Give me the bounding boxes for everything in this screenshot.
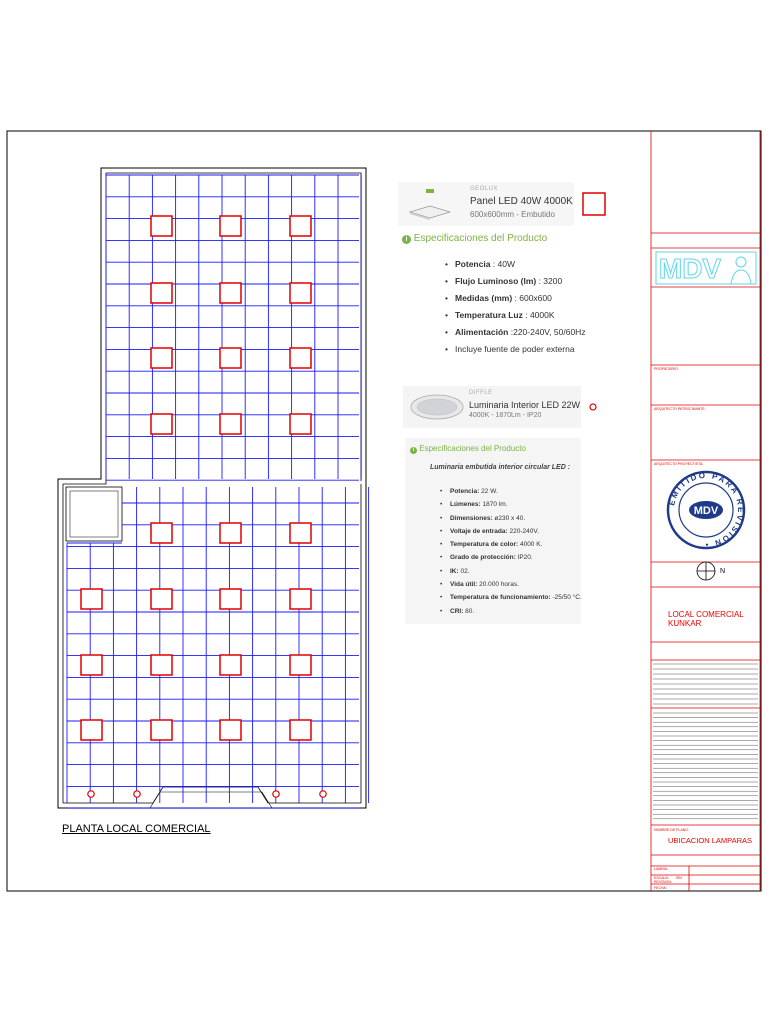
luminaria-spec-value: 80. (463, 607, 475, 615)
tb-scale-value: SIN (676, 876, 682, 880)
north-label: N (720, 568, 726, 575)
panel-spec-list (445, 256, 586, 358)
svg-text:EMITIDO PARA REVISION •: EMITIDO PARA REVISION • (667, 470, 746, 550)
panel-fixture (290, 283, 311, 303)
luminaria-spec-item (440, 538, 582, 551)
panel-fixture (151, 216, 172, 236)
panel-led-image (404, 186, 456, 222)
panel-spec-item (445, 256, 586, 273)
luminaria-spec-value: 22 W. (479, 488, 498, 495)
panel-spec-label: Temperatura Luz (455, 310, 523, 320)
panel-spec-item (445, 273, 586, 290)
round-fixture (88, 791, 94, 797)
tb-architect-label: ARQUITECTO PATROCINANTE: (654, 407, 706, 411)
luminaria-spec-item (440, 578, 582, 591)
panel-spec-value: : 4000K (522, 310, 555, 320)
luminaria-brand: DIFFLE (469, 390, 493, 396)
luminaria-spec-list (440, 485, 582, 618)
luminaria-spec-label: Dimensiones: (450, 514, 493, 522)
drawing-name: UBICACION LAMPARAS (668, 836, 753, 845)
panel-spec-item (445, 307, 586, 324)
tb-designer-label: ARQUITECTO PROYECTISTA: (654, 462, 704, 466)
tb-scale-label: ESCALA: (654, 876, 669, 880)
building-outline (58, 168, 366, 808)
luminaria-intro: Luminaria embutida interior circular LED : (430, 464, 571, 471)
svg-text:MDV: MDV (693, 505, 719, 517)
panel-fixture (81, 589, 102, 609)
panel-spec-label: Medidas (mm) (455, 293, 513, 303)
round-fixture (273, 791, 279, 797)
luminaria-spec-item (440, 512, 582, 525)
panel-fixture (151, 283, 172, 303)
luminaria-name: Luminaria Interior LED 22W (469, 400, 581, 410)
panel-fixture (220, 655, 241, 675)
panel-fixture (151, 414, 172, 434)
tb-owner-label: PROPIETARIO: (654, 367, 679, 371)
panel-spec-value: : 3200 (536, 276, 563, 286)
luminaria-spec-item (440, 485, 582, 498)
mdv-logo (656, 252, 756, 284)
panel-spec-item (445, 324, 586, 341)
tb-date-label: FECHA: (654, 886, 667, 890)
luminaria-spec-item (440, 551, 582, 564)
luminaria-size: 4000K - 1870Lm - IP20 (469, 412, 542, 419)
luminaria-spec-label: Voltaje de entrada: (450, 527, 508, 535)
luminaria-spec-item (440, 605, 582, 618)
luminaria-spec-value: 20.000 horas. (477, 581, 519, 589)
luminaria-spec-value: ø230 x 40. (492, 514, 526, 522)
svg-text:MDV: MDV (658, 253, 722, 284)
project-name-2: KUNKAR (668, 619, 702, 628)
luminaria-spec-item (440, 525, 582, 538)
panel-spec-value: :220-240V, 50/60Hz (508, 327, 586, 337)
tb-sheet-label: LAMINA: (654, 867, 669, 871)
luminaria-spec-value: 220-240V. (507, 527, 539, 535)
panel-fixture (290, 655, 311, 675)
review-stamp (667, 471, 745, 549)
tb-drawing-label: NOMBRE DE PLANO: (654, 828, 690, 832)
panel-spec-item (445, 290, 586, 307)
panel-fixture (290, 216, 311, 236)
round-legend-symbol (590, 404, 596, 410)
luminaria-spec-label: Temperatura de color: (450, 541, 519, 549)
panel-fixture (220, 720, 241, 740)
round-fixture (134, 791, 140, 797)
luminaria-spec-item (440, 591, 582, 604)
panel-fixture (290, 523, 311, 543)
luminaria-spec-label: Lúmenes: (450, 501, 481, 509)
column-block (66, 487, 122, 541)
panel-spec-value: : 600x600 (512, 293, 552, 303)
panel-fixture (290, 348, 311, 368)
panel-fixture (81, 655, 102, 675)
panel-fixture (220, 589, 241, 609)
luminaria-spec-value: 1870 lm. (480, 501, 508, 509)
north-arrow-icon (697, 562, 715, 580)
panel-size: 600x600mm - Embutido (470, 210, 555, 219)
panel-spec-label: Flujo Luminoso (lm) (455, 276, 537, 286)
luminaria-spec-item (440, 565, 582, 578)
panel-fixture (290, 589, 311, 609)
ceiling-grid-lower (67, 487, 369, 808)
luminaria-spec-label: Vida útil: (450, 581, 478, 589)
panel-fixture (151, 655, 172, 675)
panel-fixture (151, 589, 172, 609)
panel-fixture (151, 523, 172, 543)
luminaria-spec-label: Potencia: (450, 488, 480, 495)
panel-spec-value: : 40W (490, 259, 515, 269)
luminaria-spec-label: Temperatura de funcionamiento: (450, 594, 551, 602)
panel-fixture (81, 720, 102, 740)
panel-legend-symbol (583, 193, 605, 215)
luminaria-spec-label: Grado de protección: (450, 554, 516, 562)
panel-fixture (220, 523, 241, 543)
luminaria-image (407, 390, 467, 424)
panel-fixture (290, 720, 311, 740)
panel-spec-item (445, 341, 586, 358)
luminaria-spec-value: -25/50 °C. (550, 594, 582, 602)
info-icon: i (402, 235, 411, 244)
panel-fixture (290, 414, 311, 434)
info-icon: i (410, 447, 417, 454)
panel-spec-label: Alimentación (455, 327, 509, 337)
panel-led-card (398, 182, 574, 226)
panel-spec-label: Potencia (455, 259, 491, 269)
panel-fixture (220, 283, 241, 303)
luminaria-spec-value: 02. (458, 567, 470, 575)
luminaria-spec-value: IP20. (515, 554, 533, 562)
title-block-rule-lines (653, 664, 758, 819)
tb-revision-label: REVISION: (654, 880, 672, 884)
luminaria-spec-value: 4000 K. (518, 541, 543, 549)
luminaria-spec-item (440, 498, 582, 511)
project-name-1: LOCAL COMERCIAL (668, 610, 744, 619)
luminaria-spec-heading: i Especificaciones del Producto (410, 444, 526, 454)
plan-title: PLANTA LOCAL COMERCIAL (62, 823, 211, 835)
luminaria-card (403, 386, 581, 428)
panel-fixture (220, 216, 241, 236)
panel-name: Panel LED 40W 4000K (470, 196, 573, 207)
panel-fixture (220, 348, 241, 368)
panel-fixture (151, 720, 172, 740)
sheet-frame (7, 131, 761, 891)
luminaria-spec-label: IK: (450, 567, 459, 575)
luminaria-spec-label: CRI: (450, 607, 464, 615)
panel-spec-heading: i Especificaciones del Producto (402, 233, 547, 244)
panel-fixture (151, 348, 172, 368)
round-fixture (320, 791, 326, 797)
panel-brand: GEOLUX (470, 186, 499, 192)
panel-spec-value: Incluye fuente de poder externa (455, 344, 575, 354)
panel-fixture (220, 414, 241, 434)
